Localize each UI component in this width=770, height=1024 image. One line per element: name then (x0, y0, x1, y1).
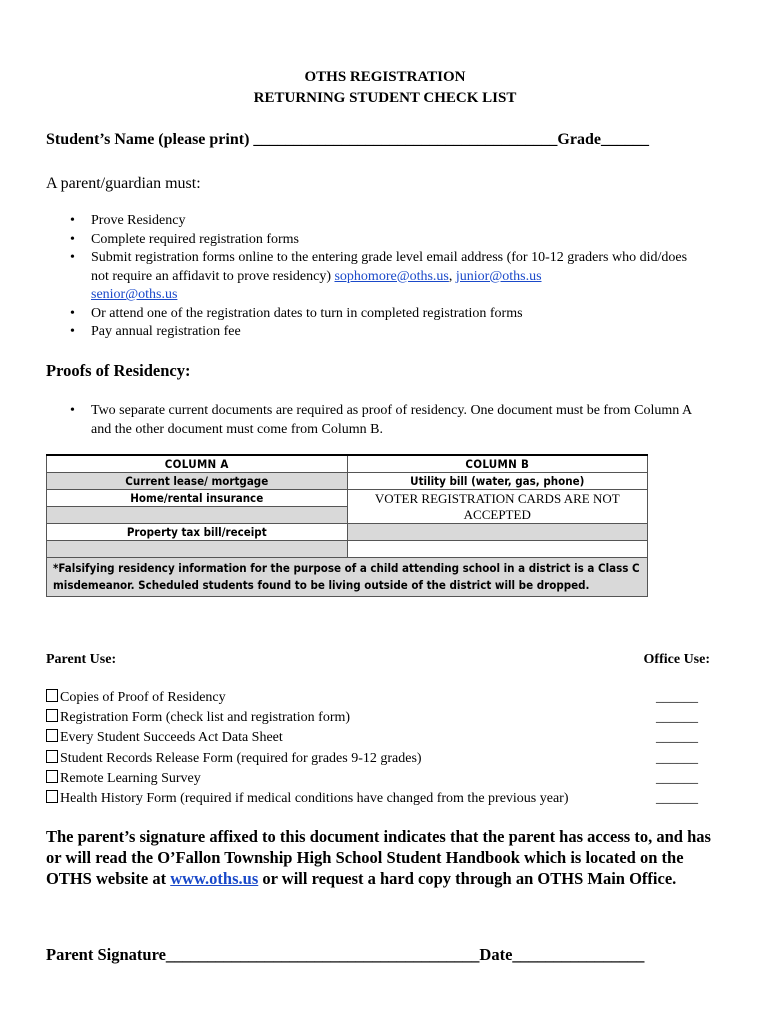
list-item: Registration Form (check list and registration form) ______ (46, 708, 710, 728)
document-subtitle: RETURNING STUDENT CHECK LIST (253, 90, 517, 106)
checkbox[interactable] (46, 790, 58, 803)
document-title: OTHS REGISTRATION (304, 69, 466, 85)
checkbox[interactable] (46, 729, 58, 742)
checkbox[interactable] (46, 770, 58, 783)
checkbox[interactable] (46, 689, 58, 702)
list-item: • Pay annual registration fee (46, 323, 696, 342)
table-cell (47, 541, 348, 558)
table-row (47, 455, 648, 473)
falsifying-note: *Falsifying residency information for the purpose of a child attending school in a district is a Class C misdemeanor. Scheduled students found to be living outside of the district will be dropped. (47, 558, 648, 597)
list-item: Copies of Proof of Residency ______ (46, 688, 710, 708)
list-item: Remote Learning Survey ______ (46, 769, 710, 789)
junior-email-link[interactable]: junior@oths.us (455, 268, 542, 284)
oths-website-link[interactable]: www.oths.us (170, 869, 259, 888)
table-cell: Current lease/ mortgage (47, 473, 348, 490)
list-item: Health History Form (required if medical conditions have changed from the previous year) ______ (46, 789, 710, 809)
table-row (47, 473, 648, 490)
requirements-list (46, 212, 696, 342)
column-a-header: COLUMN A (47, 455, 348, 473)
proofs-list (46, 402, 696, 439)
list-item: • Two separate current documents are required as proof of residency. One document must be from Column A and the other document must come from Column B. (46, 402, 696, 439)
form-checklist (46, 688, 710, 809)
list-item: Every Student Succeeds Act Data Sheet ______ (46, 728, 710, 748)
table-cell (347, 541, 648, 558)
table-row (47, 490, 648, 507)
proofs-heading: Proofs of Residency: (46, 361, 191, 380)
table-cell: Utility bill (water, gas, phone) (347, 473, 648, 490)
table-cell (347, 524, 648, 541)
sophomore-email-link[interactable]: sophomore@oths.us (334, 268, 449, 284)
table-row (47, 524, 648, 541)
list-item: • Submit registration forms online to the entering grade level email address (for 10-12 graders who did/does not require an affidavit to prove residency) sophomore@oths.us, junior@oths.us senior@oths.us (46, 249, 696, 305)
table-cell: Home/rental insurance (47, 490, 348, 507)
table-row (47, 558, 648, 597)
checkbox[interactable] (46, 750, 58, 763)
office-use-blank: ______ (656, 770, 698, 786)
list-item: • Prove Residency (46, 212, 696, 231)
column-b-header: COLUMN B (347, 455, 648, 473)
checkbox[interactable] (46, 709, 58, 722)
office-use-blank: ______ (656, 790, 698, 806)
list-item: • Complete required registration forms (46, 231, 696, 250)
table-cell: VOTER REGISTRATION CARDS ARE NOT ACCEPTED (347, 490, 648, 524)
list-item: Student Records Release Form (required for grades 9-12 grades) ______ (46, 749, 710, 769)
student-name-grade-line: Student’s Name (please print) ______________________________________Grade______ (46, 131, 649, 148)
handbook-statement: The parent’s signature affixed to this document indicates that the parent has access to, and has or will read the O’Fallon Township High School Student Handbook which is located on the OTHS website at www.oths.us or will request a hard copy through an OTHS Main Office. (46, 827, 711, 888)
table-row (47, 541, 648, 558)
residency-table (46, 454, 648, 597)
office-use-blank: ______ (656, 730, 698, 746)
table-cell (47, 507, 348, 524)
office-use-blank: ______ (656, 750, 698, 766)
parent-use-label: Parent Use: (46, 652, 117, 667)
senior-email-link[interactable]: senior@oths.us (91, 287, 178, 302)
office-use-blank: ______ (656, 690, 698, 705)
parent-signature-line: Parent Signature______________________________________Date________________ (46, 945, 645, 964)
office-use-blank: ______ (656, 710, 698, 726)
intro-text: A parent/guardian must: (46, 175, 201, 192)
office-use-label: Office Use: (643, 652, 710, 667)
list-item: • Or attend one of the registration dates to turn in completed registration forms (46, 305, 696, 324)
table-cell: Property tax bill/receipt (47, 524, 348, 541)
